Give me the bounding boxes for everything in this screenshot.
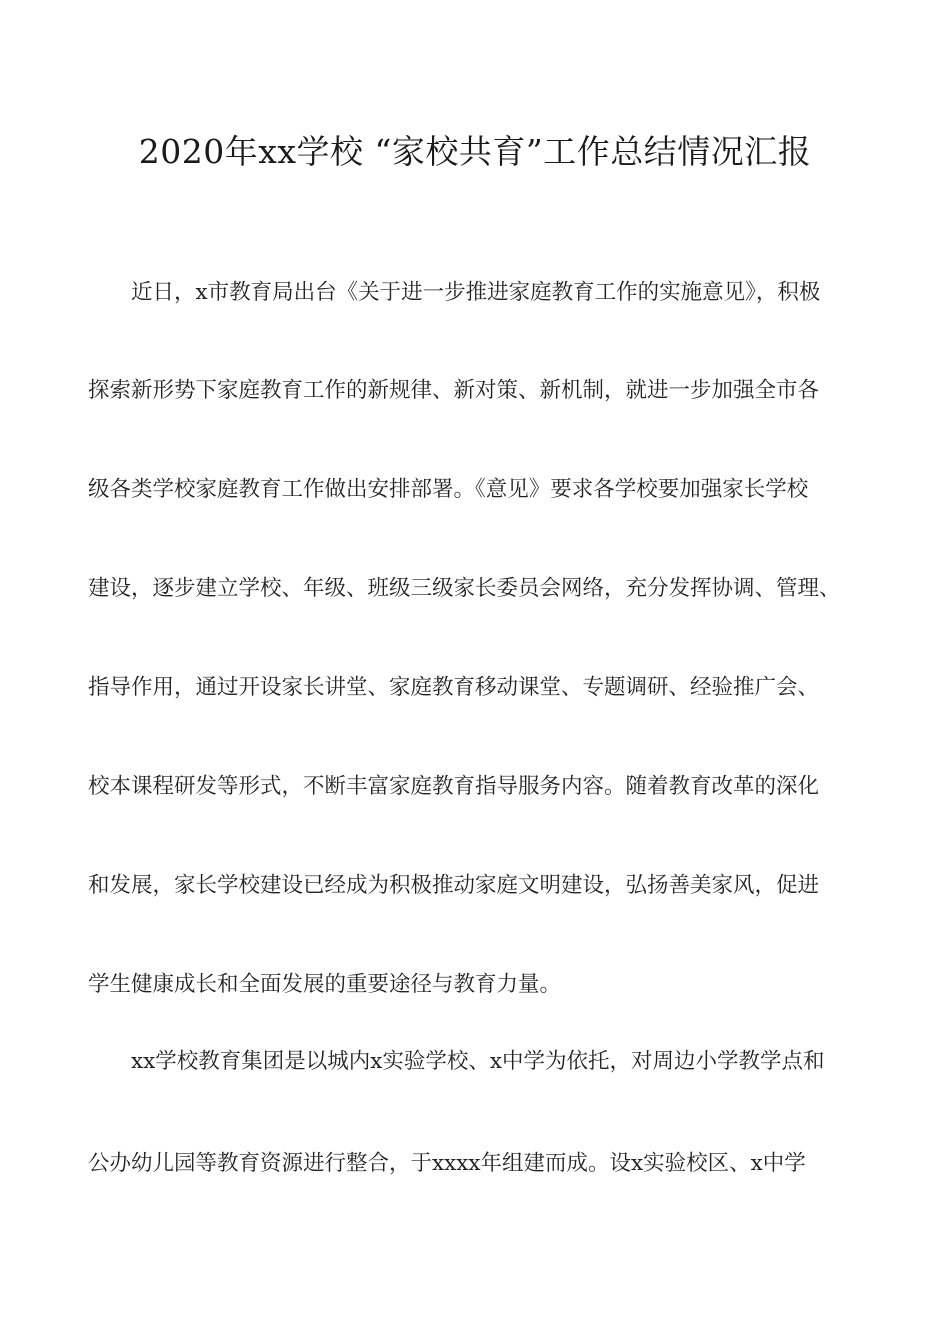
paragraph-line: xx学校教育集团是以城内x实验学校、x中学为依托，对周边小学教学点和 [131,1049,825,1074]
paragraph-line: 学生健康成长和全面发展的重要途径与教育力量。 [88,972,562,997]
paragraph-line: 探索新形势下家庭教育工作的新规律、新对策、新机制，就进一步加强全市各 [88,378,820,403]
paragraph-line: 级各类学校家庭教育工作做出安排部署。《意见》要求各学校要加强家长学校 [88,477,809,502]
document-title: 2020年xx学校 “家校共育”工作总结情况汇报 [138,132,812,171]
paragraph-line: 指导作用，通过开设家长讲堂、家庭教育移动课堂、专题调研、经验推广会、 [88,675,820,700]
paragraph-line: 建设，逐步建立学校、年级、班级三级家长委员会网络，充分发挥协调、管理、 [88,576,841,601]
paragraph-line: 校本课程研发等形式，不断丰富家庭教育指导服务内容。随着教育改革的深化 [88,774,820,799]
paragraph-line: 近日，x市教育局出台《关于进一步推进家庭教育工作的实施意见》，积极 [131,280,821,305]
paragraph-line: 和发展，家长学校建设已经成为积极推动家庭文明建设，弘扬善美家风，促进 [88,873,820,898]
paragraph-line: 公办幼儿园等教育资源进行整合，于xxxx年组建而成。设x实验校区、x中学 [88,1151,806,1176]
